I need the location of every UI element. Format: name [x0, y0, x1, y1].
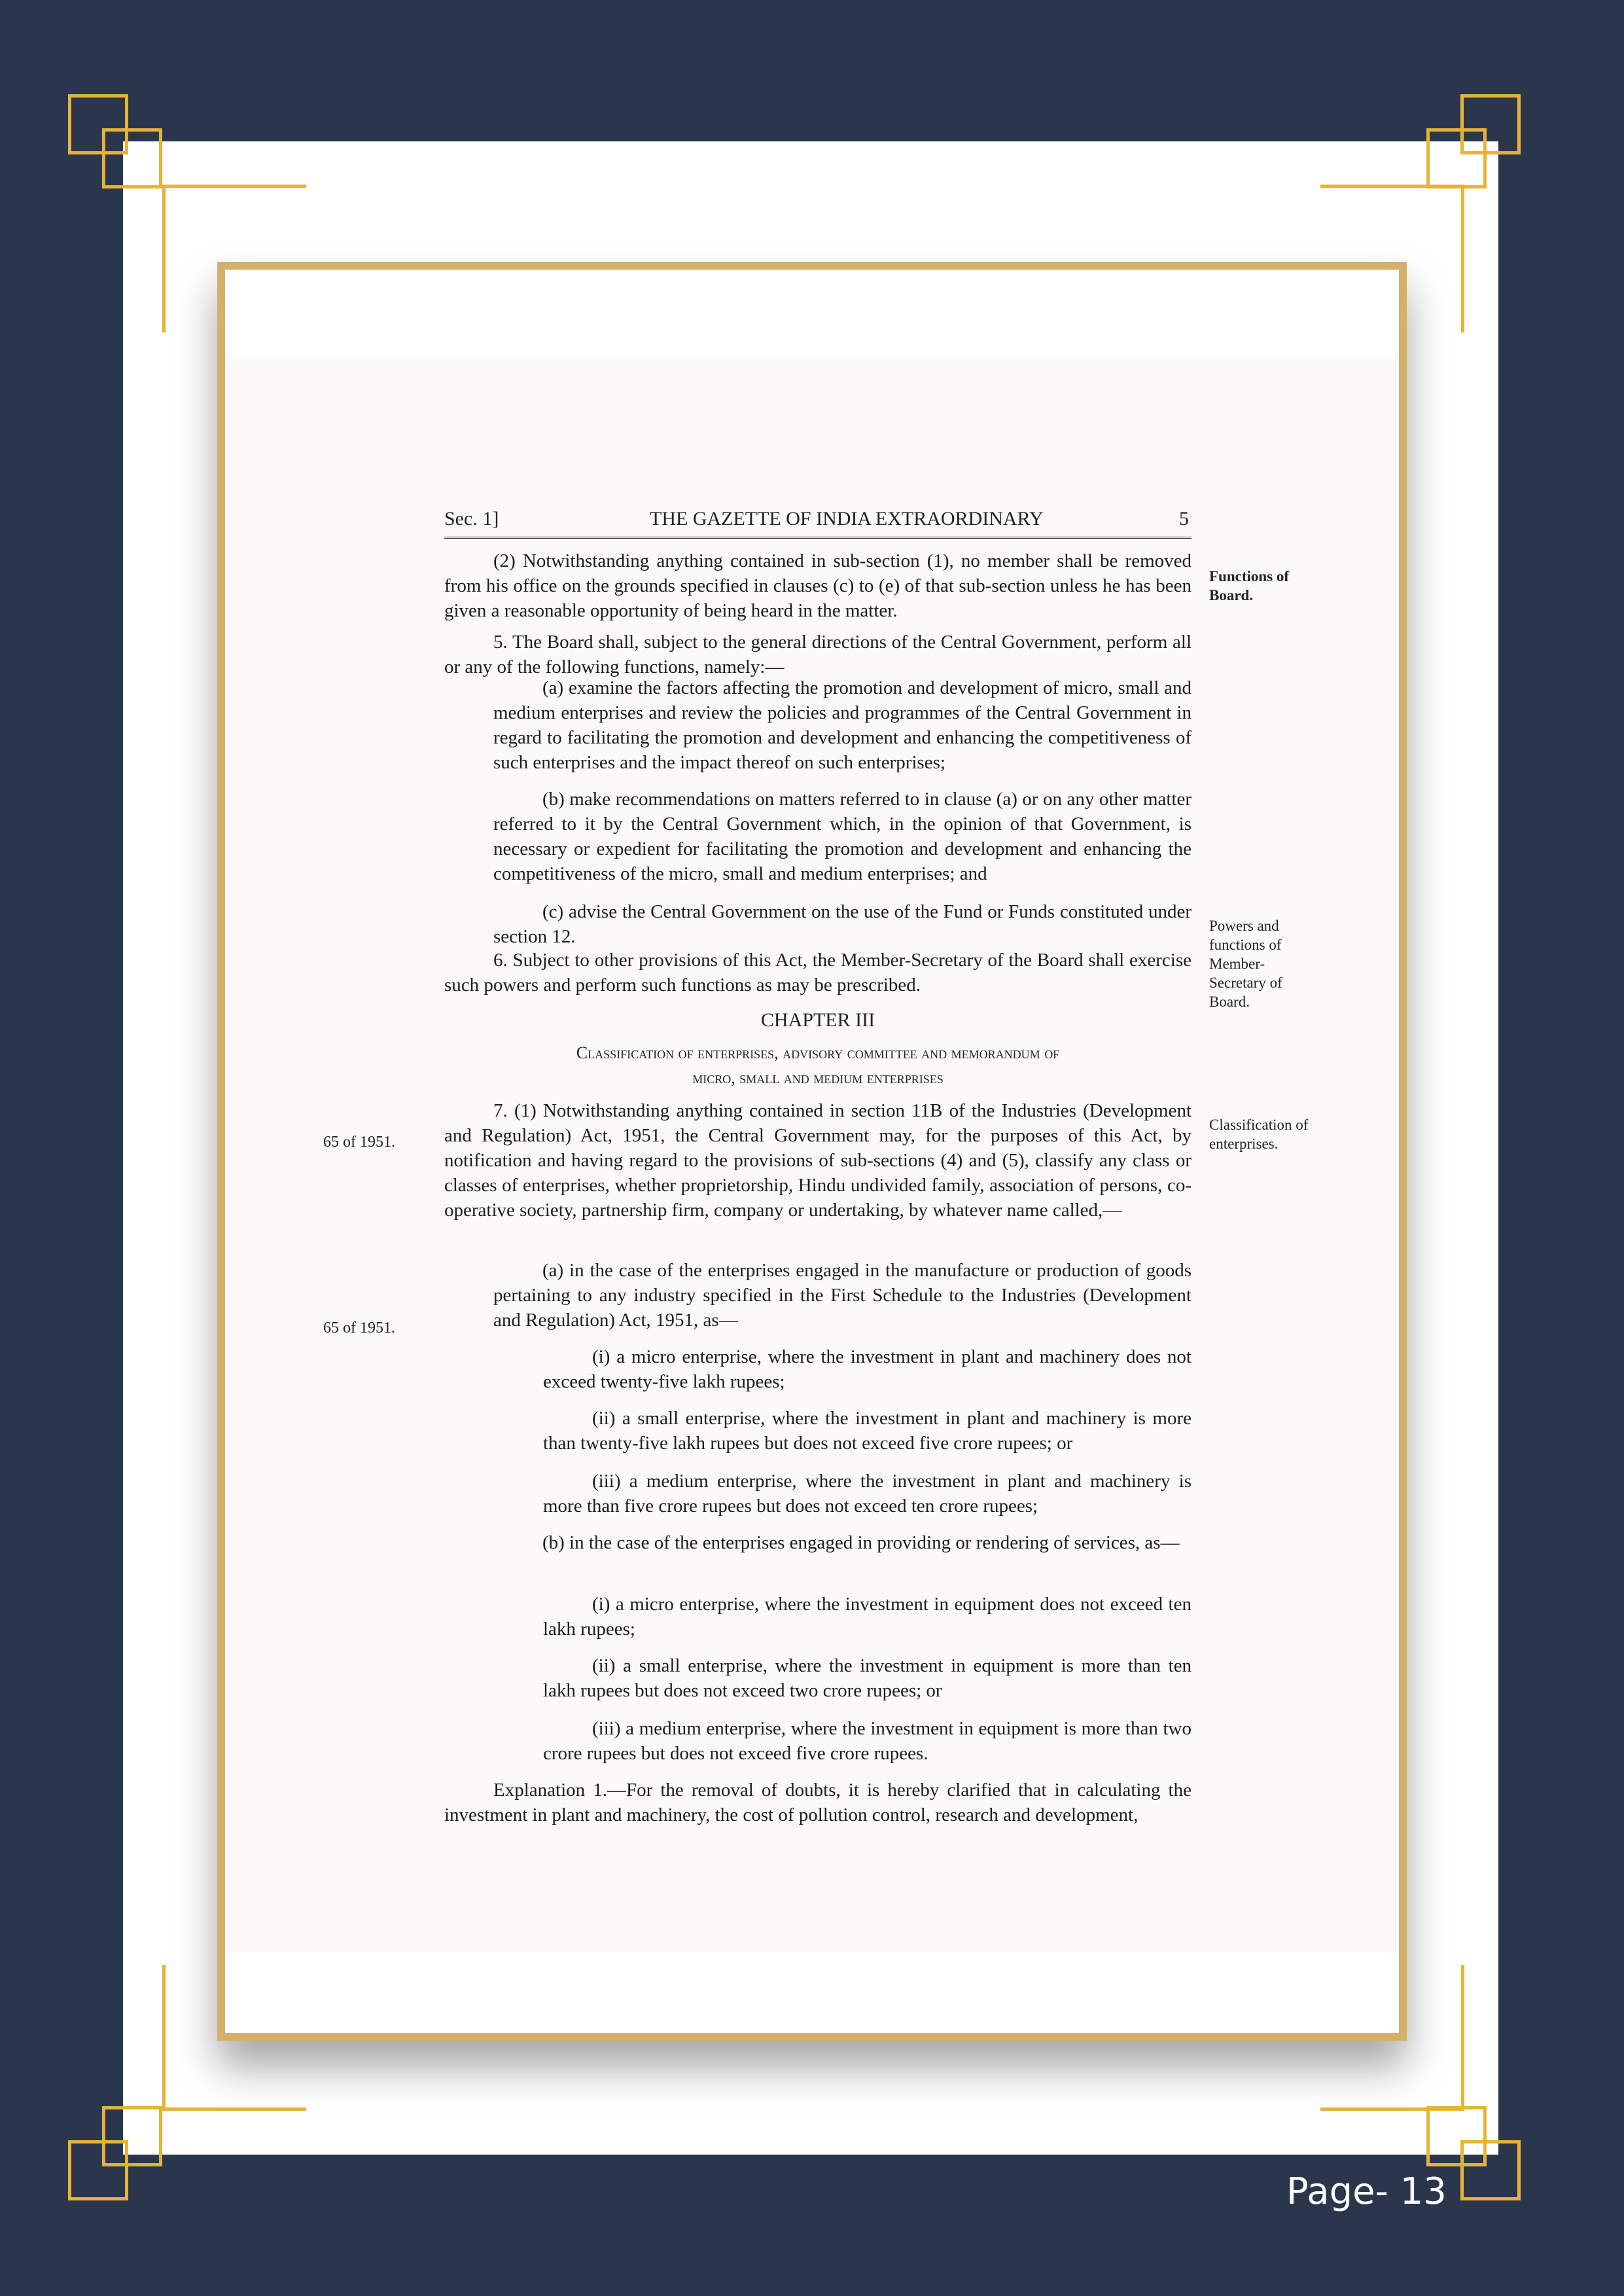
paragraph: 7. (1) Notwithstanding anything contained in section 11B of the Industries (Development and Regulation) Act, 1951, the Central Government may, for the purposes of this Act, by notification and having regard to the provisions of sub-sections (4) and (5), classify any class or classes of enterprises, whether proprietorship, Hindu undivided family, association of persons, co-operative society, partnership firm, company or undertaking, by whatever name called,— — [444, 1100, 1192, 1221]
page-label: Page- 13 — [1286, 2170, 1447, 2213]
paragraph: 5. The Board shall, subject to the general directions of the Central Government, perform all or any of the following functions, namely:— — [444, 632, 1192, 677]
sub-clause: (i) a micro enterprise, where the investment in equipment does not exceed ten lakh rupees; — [543, 1594, 1192, 1640]
document-scan — [217, 262, 1407, 2041]
left-reference: 65 of 1951. — [323, 1319, 395, 1336]
header-title: THE GAZETTE OF INDIA EXTRAORDINARY — [650, 508, 1044, 529]
sub-clause: (i) a micro enterprise, where the investment in plant and machinery does not exceed twenty-five lakh rupees; — [543, 1346, 1192, 1392]
header-section: Sec. 1] — [444, 508, 499, 529]
clause: (b) in the case of the enterprises engaged in providing or rendering of services, as— — [542, 1532, 1180, 1553]
gazette-page — [225, 359, 1399, 1952]
chapter-title: Classification of enterprises, advisory committee and memorandum of — [576, 1043, 1060, 1062]
sub-clause: (ii) a small enterprise, where the investment in plant and machinery is more than twenty-five lakh rupees but does not exceed five crore rupees; or — [543, 1408, 1192, 1454]
side-note-classification: Classification of enterprises. — [1209, 1117, 1309, 1152]
sub-clause: (iii) a medium enterprise, where the investment in equipment is more than two crore rupees but does not exceed five crore rupees. — [543, 1718, 1192, 1764]
clause: (a) examine the factors affecting the promotion and development of micro, small and medium enterprises and review the policies and programmes of the Central Government in regard to facilitating the promotion and development and enhancing the competitiveness of such enterprises and the impact thereof on such enterprises; — [493, 677, 1192, 773]
chapter-heading: CHAPTER III — [760, 1009, 875, 1031]
sub-clause: (ii) a small enterprise, where the investment in equipment is more than ten lakh rupees but does not exceed two crore rupees; or — [543, 1655, 1192, 1701]
side-note-functions: Functions of Board. — [1209, 568, 1290, 603]
header-page-number: 5 — [1179, 508, 1189, 529]
sub-clause: (iii) a medium enterprise, where the investment in plant and machinery is more than five crore rupees but does not exceed ten crore rupees; — [543, 1471, 1192, 1516]
chapter-title: micro, small and medium enterprises — [692, 1068, 944, 1087]
clause: (c) advise the Central Government on the use of the Fund or Funds constituted under section 12. — [493, 901, 1192, 947]
side-note-powers: Powers and functions of Member-Secretary of Board. — [1209, 918, 1282, 1010]
left-reference: 65 of 1951. — [323, 1134, 395, 1151]
gazette-header — [444, 504, 1192, 539]
clause: (b) make recommendations on matters referred to in clause (a) or on any other matter referred to it by the Central Government which, in the opinion of that Government, is necessary or expedient for facilitating the promotion and development and enhancing the competitiveness of the micro, small and medium enterprises; and — [493, 789, 1192, 884]
paragraph: (2) Notwithstanding anything contained in sub-section (1), no member shall be removed from his office on the grounds specified in clauses (c) to (e) of that sub-section unless he has been given a reasonable opportunity of being heard in the matter. — [444, 550, 1192, 621]
explanation: Explanation 1.—For the removal of doubts, it is hereby clarified that in calculating the investment in plant and machinery, the cost of pollution control, research and development, — [444, 1780, 1192, 1825]
clause: (a) in the case of the enterprises engaged in the manufacture or production of goods pertaining to any industry specified in the First Schedule to the Industries (Development and Regulation) Act, 1951, as— — [493, 1260, 1192, 1331]
paragraph: 6. Subject to other provisions of this Act, the Member-Secretary of the Board shall exercise such powers and perform such functions as may be prescribed. — [444, 950, 1192, 996]
